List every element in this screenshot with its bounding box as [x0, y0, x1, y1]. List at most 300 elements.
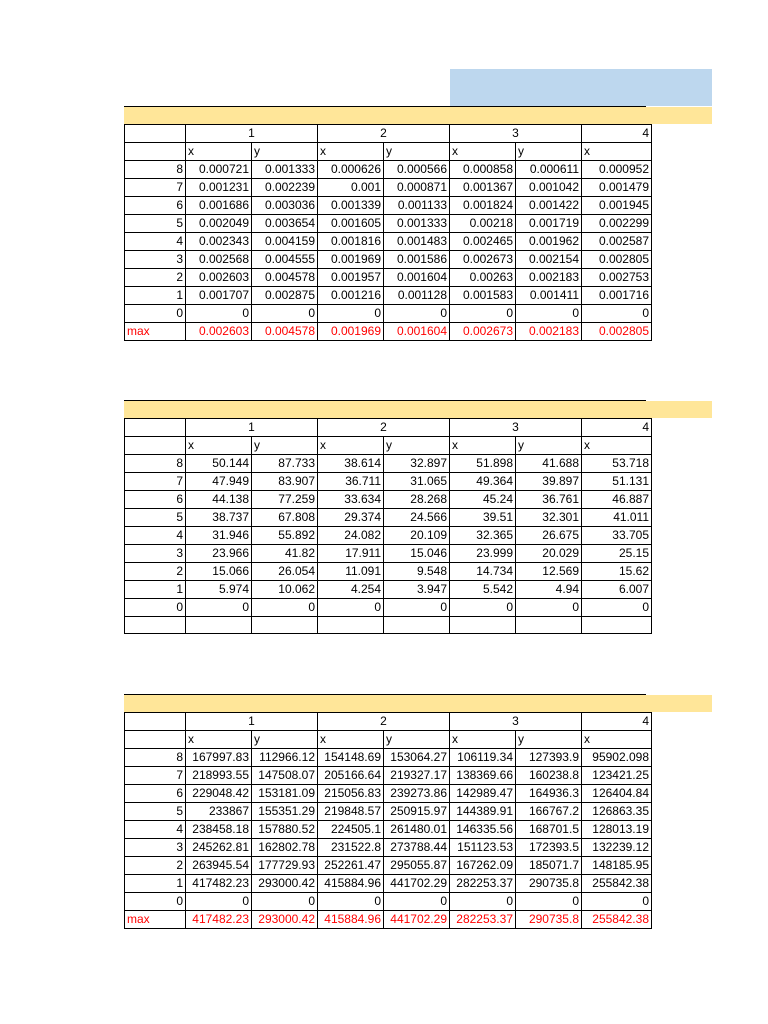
value-cell: 0.001824	[450, 197, 516, 215]
value-cell: 0.001707	[186, 287, 252, 305]
axis-corner-cell	[125, 731, 186, 749]
row-label-cell: 6	[125, 785, 186, 803]
max-value-cell: 0.002183	[516, 323, 582, 341]
table-row	[125, 893, 652, 911]
value-cell: 0.001133	[384, 197, 450, 215]
value-cell: 36.711	[318, 473, 384, 491]
header-highlight-cell	[450, 69, 712, 106]
table-row	[125, 233, 652, 251]
corner-cell	[125, 125, 186, 143]
value-cell: 0.002049	[186, 215, 252, 233]
value-cell: 168701.5	[516, 821, 582, 839]
row-label-cell: 8	[125, 161, 186, 179]
max-row	[125, 911, 652, 929]
axis-label-cell: x	[582, 731, 652, 749]
group-header-2: 2	[318, 125, 450, 143]
value-cell: 4.254	[318, 581, 384, 599]
value-cell: 15.046	[384, 545, 450, 563]
value-cell: 128013.19	[582, 821, 652, 839]
max-value-cell	[318, 617, 384, 634]
value-cell: 0.002465	[450, 233, 516, 251]
table-row	[125, 305, 652, 323]
value-cell: 245262.81	[186, 839, 252, 857]
table-row	[125, 161, 652, 179]
table-row	[125, 527, 652, 545]
group-header-1: 1	[186, 713, 318, 731]
value-cell: 153181.09	[252, 785, 318, 803]
value-cell: 293000.42	[252, 875, 318, 893]
value-cell: 31.065	[384, 473, 450, 491]
value-cell: 132239.12	[582, 839, 652, 857]
max-label-cell: max	[125, 911, 186, 929]
value-cell: 0.001969	[318, 251, 384, 269]
value-cell: 55.892	[252, 527, 318, 545]
value-cell: 0.004159	[252, 233, 318, 251]
max-value-cell: 0.002603	[186, 323, 252, 341]
data-table-3	[124, 712, 652, 929]
value-cell: 0.001586	[384, 251, 450, 269]
group-header-row	[125, 713, 652, 731]
section-band-1	[124, 106, 646, 124]
row-label-cell: 2	[125, 857, 186, 875]
table-row	[125, 179, 652, 197]
corner-cell	[125, 713, 186, 731]
row-label-cell: 0	[125, 893, 186, 911]
value-cell: 23.966	[186, 545, 252, 563]
value-cell: 51.898	[450, 455, 516, 473]
value-cell: 290735.8	[516, 875, 582, 893]
value-cell: 0	[252, 305, 318, 323]
max-value-cell	[450, 617, 516, 634]
value-cell: 0.001333	[252, 161, 318, 179]
table-row	[125, 875, 652, 893]
value-cell: 49.364	[450, 473, 516, 491]
value-cell: 155351.29	[252, 803, 318, 821]
value-cell: 5.974	[186, 581, 252, 599]
value-cell: 38.614	[318, 455, 384, 473]
row-label-cell: 2	[125, 269, 186, 287]
value-cell: 26.054	[252, 563, 318, 581]
value-cell: 0.002805	[582, 251, 652, 269]
section-band-1-ext	[646, 107, 712, 124]
max-value-cell: 0.001604	[384, 323, 450, 341]
value-cell: 160238.8	[516, 767, 582, 785]
value-cell: 0.000566	[384, 161, 450, 179]
value-cell: 0.001367	[450, 179, 516, 197]
value-cell: 0.002154	[516, 251, 582, 269]
max-value-cell: 290735.8	[516, 911, 582, 929]
row-label-cell: 6	[125, 491, 186, 509]
table-row	[125, 269, 652, 287]
row-label-cell: 7	[125, 767, 186, 785]
value-cell: 0.001231	[186, 179, 252, 197]
value-cell: 0.001604	[384, 269, 450, 287]
value-cell: 215056.83	[318, 785, 384, 803]
max-value-cell: 441702.29	[384, 911, 450, 929]
row-label-cell: 3	[125, 545, 186, 563]
value-cell: 112966.12	[252, 749, 318, 767]
table-row	[125, 581, 652, 599]
table-row	[125, 599, 652, 617]
value-cell: 0.002568	[186, 251, 252, 269]
row-label-cell: 1	[125, 875, 186, 893]
value-cell: 0.001957	[318, 269, 384, 287]
value-cell: 146335.56	[450, 821, 516, 839]
value-cell: 185071.7	[516, 857, 582, 875]
value-cell: 153064.27	[384, 749, 450, 767]
value-cell: 10.062	[252, 581, 318, 599]
value-cell: 0.000952	[582, 161, 652, 179]
corner-cell	[125, 419, 186, 437]
value-cell: 14.734	[450, 563, 516, 581]
table-row	[125, 251, 652, 269]
value-cell: 0.001333	[384, 215, 450, 233]
value-cell: 0.00263	[450, 269, 516, 287]
value-cell: 0.000611	[516, 161, 582, 179]
row-label-cell: 1	[125, 287, 186, 305]
table-row	[125, 455, 652, 473]
value-cell: 255842.38	[582, 875, 652, 893]
value-cell: 4.94	[516, 581, 582, 599]
group-header-3: 3	[450, 125, 582, 143]
value-cell: 166767.2	[516, 803, 582, 821]
axis-label-cell: y	[384, 437, 450, 455]
value-cell: 6.007	[582, 581, 652, 599]
axis-label-cell: y	[516, 731, 582, 749]
value-cell: 250915.97	[384, 803, 450, 821]
table-row	[125, 491, 652, 509]
section-band-2-ext	[646, 401, 712, 418]
value-cell: 25.15	[582, 545, 652, 563]
value-cell: 24.082	[318, 527, 384, 545]
value-cell: 126404.84	[582, 785, 652, 803]
axis-label-cell: y	[384, 143, 450, 161]
row-label-cell: 4	[125, 527, 186, 545]
table-row	[125, 473, 652, 491]
group-header-2: 2	[318, 713, 450, 731]
value-cell: 0.000858	[450, 161, 516, 179]
row-label-cell: 3	[125, 251, 186, 269]
axis-label-cell: x	[186, 437, 252, 455]
max-value-cell: 0.004578	[252, 323, 318, 341]
value-cell: 32.897	[384, 455, 450, 473]
value-cell: 47.949	[186, 473, 252, 491]
value-cell: 12.569	[516, 563, 582, 581]
value-cell: 0	[516, 893, 582, 911]
value-cell: 0	[582, 599, 652, 617]
value-cell: 0.001216	[318, 287, 384, 305]
max-value-cell: 255842.38	[582, 911, 652, 929]
group-header-3: 3	[450, 713, 582, 731]
value-cell: 26.675	[516, 527, 582, 545]
value-cell: 0	[252, 599, 318, 617]
value-cell: 77.259	[252, 491, 318, 509]
value-cell: 0	[252, 893, 318, 911]
value-cell: 83.907	[252, 473, 318, 491]
value-cell: 17.911	[318, 545, 384, 563]
row-label-cell: 7	[125, 473, 186, 491]
value-cell: 20.109	[384, 527, 450, 545]
value-cell: 219327.17	[384, 767, 450, 785]
value-cell: 41.82	[252, 545, 318, 563]
group-header-1: 1	[186, 419, 318, 437]
axis-label-row	[125, 731, 652, 749]
axis-label-cell: x	[318, 437, 384, 455]
section-band-3	[124, 694, 646, 712]
value-cell: 0.002673	[450, 251, 516, 269]
axis-corner-cell	[125, 437, 186, 455]
value-cell: 157880.52	[252, 821, 318, 839]
value-cell: 45.24	[450, 491, 516, 509]
table-row	[125, 785, 652, 803]
value-cell: 67.808	[252, 509, 318, 527]
max-value-cell: 0.002673	[450, 323, 516, 341]
value-cell: 239273.86	[384, 785, 450, 803]
value-cell: 106119.34	[450, 749, 516, 767]
max-row	[125, 617, 652, 634]
value-cell: 29.374	[318, 509, 384, 527]
section-band-3-ext	[646, 695, 712, 712]
axis-label-cell: y	[252, 731, 318, 749]
value-cell: 151123.53	[450, 839, 516, 857]
data-table-2	[124, 418, 652, 634]
value-cell: 28.268	[384, 491, 450, 509]
axis-label-cell: y	[252, 143, 318, 161]
table-row	[125, 287, 652, 305]
axis-label-cell: x	[318, 731, 384, 749]
value-cell: 0	[318, 893, 384, 911]
value-cell: 142989.47	[450, 785, 516, 803]
value-cell: 0	[582, 893, 652, 911]
value-cell: 41.011	[582, 509, 652, 527]
value-cell: 0.001483	[384, 233, 450, 251]
value-cell: 33.634	[318, 491, 384, 509]
value-cell: 0	[516, 305, 582, 323]
row-label-cell: 2	[125, 563, 186, 581]
value-cell: 233867	[186, 803, 252, 821]
value-cell: 0.000626	[318, 161, 384, 179]
max-value-cell	[186, 617, 252, 634]
value-cell: 0	[384, 599, 450, 617]
max-value-cell: 415884.96	[318, 911, 384, 929]
value-cell: 261480.01	[384, 821, 450, 839]
value-cell: 219848.57	[318, 803, 384, 821]
value-cell: 0.001479	[582, 179, 652, 197]
value-cell: 50.144	[186, 455, 252, 473]
value-cell: 0	[450, 305, 516, 323]
section-band-2	[124, 400, 646, 418]
value-cell: 20.029	[516, 545, 582, 563]
value-cell: 44.138	[186, 491, 252, 509]
row-label-cell: 1	[125, 581, 186, 599]
value-cell: 0	[516, 599, 582, 617]
value-cell: 0.002603	[186, 269, 252, 287]
value-cell: 0.002343	[186, 233, 252, 251]
max-value-cell: 0.001969	[318, 323, 384, 341]
group-header-4: 4	[582, 713, 652, 731]
value-cell: 0.000721	[186, 161, 252, 179]
row-label-cell: 8	[125, 749, 186, 767]
axis-label-row	[125, 143, 652, 161]
data-table-1	[124, 124, 652, 341]
max-value-cell	[252, 617, 318, 634]
value-cell: 0.001042	[516, 179, 582, 197]
value-cell: 0	[186, 893, 252, 911]
axis-corner-cell	[125, 143, 186, 161]
value-cell: 441702.29	[384, 875, 450, 893]
value-cell: 164936.3	[516, 785, 582, 803]
value-cell: 205166.64	[318, 767, 384, 785]
value-cell: 23.999	[450, 545, 516, 563]
value-cell: 53.718	[582, 455, 652, 473]
value-cell: 0.002299	[582, 215, 652, 233]
value-cell: 0.001583	[450, 287, 516, 305]
value-cell: 32.301	[516, 509, 582, 527]
max-value-cell	[384, 617, 450, 634]
row-label-cell: 0	[125, 305, 186, 323]
table-row	[125, 839, 652, 857]
table-row	[125, 803, 652, 821]
value-cell: 0	[450, 893, 516, 911]
value-cell: 0.001962	[516, 233, 582, 251]
axis-label-cell: x	[318, 143, 384, 161]
axis-label-cell: x	[582, 143, 652, 161]
value-cell: 0	[186, 599, 252, 617]
value-cell: 167262.09	[450, 857, 516, 875]
value-cell: 0.001716	[582, 287, 652, 305]
value-cell: 229048.42	[186, 785, 252, 803]
value-cell: 0	[384, 893, 450, 911]
table-row	[125, 197, 652, 215]
value-cell: 0.002875	[252, 287, 318, 305]
value-cell: 415884.96	[318, 875, 384, 893]
row-label-cell: 5	[125, 509, 186, 527]
value-cell: 0.002239	[252, 179, 318, 197]
value-cell: 46.887	[582, 491, 652, 509]
table-row	[125, 215, 652, 233]
max-value-cell	[582, 617, 652, 634]
value-cell: 167997.83	[186, 749, 252, 767]
row-label-cell: 0	[125, 599, 186, 617]
value-cell: 0.00218	[450, 215, 516, 233]
value-cell: 238458.18	[186, 821, 252, 839]
table-row	[125, 767, 652, 785]
value-cell: 0.003654	[252, 215, 318, 233]
axis-label-cell: x	[450, 437, 516, 455]
value-cell: 172393.5	[516, 839, 582, 857]
value-cell: 0.001605	[318, 215, 384, 233]
value-cell: 0	[384, 305, 450, 323]
value-cell: 231522.8	[318, 839, 384, 857]
axis-label-cell: y	[252, 437, 318, 455]
value-cell: 0.001128	[384, 287, 450, 305]
value-cell: 39.897	[516, 473, 582, 491]
value-cell: 24.566	[384, 509, 450, 527]
max-value-cell	[516, 617, 582, 634]
value-cell: 138369.66	[450, 767, 516, 785]
value-cell: 0.001339	[318, 197, 384, 215]
table-row	[125, 509, 652, 527]
max-value-cell: 0.002805	[582, 323, 652, 341]
group-header-4: 4	[582, 125, 652, 143]
value-cell: 0	[582, 305, 652, 323]
value-cell: 0.003036	[252, 197, 318, 215]
group-header-1: 1	[186, 125, 318, 143]
value-cell: 273788.44	[384, 839, 450, 857]
value-cell: 33.705	[582, 527, 652, 545]
group-header-4: 4	[582, 419, 652, 437]
axis-label-cell: x	[186, 143, 252, 161]
value-cell: 263945.54	[186, 857, 252, 875]
value-cell: 0.002753	[582, 269, 652, 287]
row-label-cell: 6	[125, 197, 186, 215]
value-cell: 31.946	[186, 527, 252, 545]
value-cell: 0.000871	[384, 179, 450, 197]
value-cell: 36.761	[516, 491, 582, 509]
value-cell: 127393.9	[516, 749, 582, 767]
axis-label-cell: y	[384, 731, 450, 749]
value-cell: 0.001686	[186, 197, 252, 215]
value-cell: 0.001816	[318, 233, 384, 251]
value-cell: 15.62	[582, 563, 652, 581]
table-row	[125, 821, 652, 839]
value-cell: 224505.1	[318, 821, 384, 839]
max-value-cell: 417482.23	[186, 911, 252, 929]
value-cell: 5.542	[450, 581, 516, 599]
row-label-cell: 5	[125, 803, 186, 821]
row-label-cell: 8	[125, 455, 186, 473]
value-cell: 9.548	[384, 563, 450, 581]
axis-label-cell: x	[186, 731, 252, 749]
axis-label-cell: x	[450, 731, 516, 749]
value-cell: 154148.69	[318, 749, 384, 767]
row-label-cell: 5	[125, 215, 186, 233]
value-cell: 282253.37	[450, 875, 516, 893]
value-cell: 0.001719	[516, 215, 582, 233]
value-cell: 87.733	[252, 455, 318, 473]
row-label-cell: 7	[125, 179, 186, 197]
value-cell: 144389.91	[450, 803, 516, 821]
value-cell: 0.001411	[516, 287, 582, 305]
value-cell: 3.947	[384, 581, 450, 599]
value-cell: 95902.098	[582, 749, 652, 767]
value-cell: 0.004555	[252, 251, 318, 269]
max-label-cell: max	[125, 323, 186, 341]
axis-label-row	[125, 437, 652, 455]
max-row	[125, 323, 652, 341]
row-label-cell: 3	[125, 839, 186, 857]
value-cell: 126863.35	[582, 803, 652, 821]
table-row	[125, 857, 652, 875]
value-cell: 0	[318, 599, 384, 617]
value-cell: 252261.47	[318, 857, 384, 875]
value-cell: 32.365	[450, 527, 516, 545]
value-cell: 0.004578	[252, 269, 318, 287]
value-cell: 295055.87	[384, 857, 450, 875]
value-cell: 11.091	[318, 563, 384, 581]
row-label-cell: 4	[125, 233, 186, 251]
value-cell: 41.688	[516, 455, 582, 473]
value-cell: 0.002183	[516, 269, 582, 287]
value-cell: 0	[450, 599, 516, 617]
table-row	[125, 545, 652, 563]
value-cell: 0.001945	[582, 197, 652, 215]
value-cell: 0.001	[318, 179, 384, 197]
value-cell: 417482.23	[186, 875, 252, 893]
group-header-row	[125, 125, 652, 143]
max-value-cell: 293000.42	[252, 911, 318, 929]
value-cell: 0.001422	[516, 197, 582, 215]
